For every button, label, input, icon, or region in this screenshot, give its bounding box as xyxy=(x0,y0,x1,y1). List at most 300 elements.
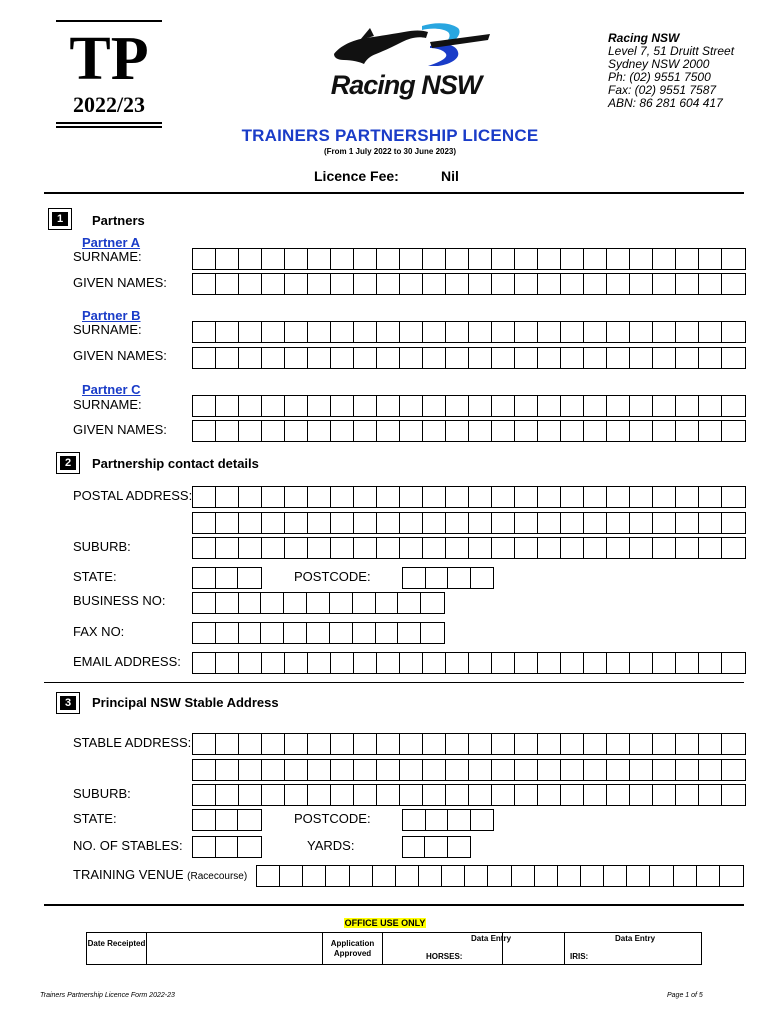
char-cell[interactable] xyxy=(330,623,353,643)
char-cell[interactable] xyxy=(720,866,743,886)
char-cell[interactable] xyxy=(699,322,722,342)
char-cell[interactable] xyxy=(331,249,354,269)
char-cell[interactable] xyxy=(398,593,421,613)
char-cell[interactable] xyxy=(331,421,354,441)
char-cell[interactable] xyxy=(308,274,331,294)
char-cell[interactable] xyxy=(653,274,676,294)
char-cell[interactable] xyxy=(446,538,469,558)
char-cell[interactable] xyxy=(262,396,285,416)
char-cell[interactable] xyxy=(377,322,400,342)
char-cell[interactable] xyxy=(326,866,349,886)
char-cell[interactable] xyxy=(216,760,239,780)
char-cell[interactable] xyxy=(421,623,444,643)
char-cell[interactable] xyxy=(423,322,446,342)
char-cell[interactable] xyxy=(469,760,492,780)
char-cell[interactable] xyxy=(607,348,630,368)
char-cell[interactable] xyxy=(442,866,465,886)
char-cell[interactable] xyxy=(538,322,561,342)
char-cell[interactable] xyxy=(604,866,627,886)
char-cell[interactable] xyxy=(216,421,239,441)
char-cell[interactable] xyxy=(630,785,653,805)
char-cell[interactable] xyxy=(650,866,673,886)
char-cell[interactable] xyxy=(262,249,285,269)
char-cell[interactable] xyxy=(239,734,262,754)
char-cell[interactable] xyxy=(515,274,538,294)
char-cell[interactable] xyxy=(515,348,538,368)
char-cell[interactable] xyxy=(377,653,400,673)
char-cell[interactable] xyxy=(353,623,376,643)
char-cell[interactable] xyxy=(426,568,449,588)
char-cell[interactable] xyxy=(515,513,538,533)
char-cell[interactable] xyxy=(423,421,446,441)
char-cell[interactable] xyxy=(354,249,377,269)
char-cell[interactable] xyxy=(446,653,469,673)
date-receipted-value[interactable] xyxy=(147,933,323,964)
char-cell[interactable] xyxy=(584,322,607,342)
char-cell[interactable] xyxy=(307,593,330,613)
training-venue-input[interactable] xyxy=(256,865,744,887)
char-cell[interactable] xyxy=(421,593,444,613)
char-cell[interactable] xyxy=(377,274,400,294)
partner-a-given-input[interactable] xyxy=(192,273,746,295)
char-cell[interactable] xyxy=(538,760,561,780)
char-cell[interactable] xyxy=(216,487,239,507)
char-cell[interactable] xyxy=(722,348,745,368)
char-cell[interactable] xyxy=(262,322,285,342)
char-cell[interactable] xyxy=(492,421,515,441)
char-cell[interactable] xyxy=(285,348,308,368)
char-cell[interactable] xyxy=(699,348,722,368)
char-cell[interactable] xyxy=(419,866,442,886)
char-cell[interactable] xyxy=(630,487,653,507)
char-cell[interactable] xyxy=(676,785,699,805)
char-cell[interactable] xyxy=(492,513,515,533)
char-cell[interactable] xyxy=(354,274,377,294)
char-cell[interactable] xyxy=(538,249,561,269)
char-cell[interactable] xyxy=(492,396,515,416)
char-cell[interactable] xyxy=(515,487,538,507)
char-cell[interactable] xyxy=(469,513,492,533)
char-cell[interactable] xyxy=(561,274,584,294)
char-cell[interactable] xyxy=(303,866,326,886)
stable-address-input-line1[interactable] xyxy=(192,733,746,755)
char-cell[interactable] xyxy=(699,513,722,533)
char-cell[interactable] xyxy=(607,785,630,805)
char-cell[interactable] xyxy=(308,785,331,805)
state-input[interactable] xyxy=(192,567,262,589)
char-cell[interactable] xyxy=(653,322,676,342)
char-cell[interactable] xyxy=(423,653,446,673)
char-cell[interactable] xyxy=(448,837,470,857)
char-cell[interactable] xyxy=(676,348,699,368)
char-cell[interactable] xyxy=(216,538,239,558)
char-cell[interactable] xyxy=(216,249,239,269)
char-cell[interactable] xyxy=(653,538,676,558)
char-cell[interactable] xyxy=(653,760,676,780)
char-cell[interactable] xyxy=(492,653,515,673)
char-cell[interactable] xyxy=(561,421,584,441)
char-cell[interactable] xyxy=(512,866,535,886)
char-cell[interactable] xyxy=(423,249,446,269)
char-cell[interactable] xyxy=(239,348,262,368)
char-cell[interactable] xyxy=(423,513,446,533)
char-cell[interactable] xyxy=(515,760,538,780)
char-cell[interactable] xyxy=(398,623,421,643)
char-cell[interactable] xyxy=(400,653,423,673)
char-cell[interactable] xyxy=(538,785,561,805)
char-cell[interactable] xyxy=(193,249,216,269)
char-cell[interactable] xyxy=(699,421,722,441)
char-cell[interactable] xyxy=(239,396,262,416)
char-cell[interactable] xyxy=(488,866,511,886)
char-cell[interactable] xyxy=(350,866,373,886)
stable-state-input[interactable] xyxy=(192,809,262,831)
char-cell[interactable] xyxy=(653,249,676,269)
char-cell[interactable] xyxy=(676,396,699,416)
char-cell[interactable] xyxy=(607,249,630,269)
yards-input[interactable] xyxy=(402,836,471,858)
char-cell[interactable] xyxy=(584,396,607,416)
char-cell[interactable] xyxy=(561,487,584,507)
char-cell[interactable] xyxy=(216,348,239,368)
char-cell[interactable] xyxy=(492,249,515,269)
char-cell[interactable] xyxy=(515,785,538,805)
postal-address-input-line2[interactable] xyxy=(192,512,746,534)
char-cell[interactable] xyxy=(216,837,239,857)
char-cell[interactable] xyxy=(216,274,239,294)
char-cell[interactable] xyxy=(538,396,561,416)
char-cell[interactable] xyxy=(584,421,607,441)
char-cell[interactable] xyxy=(538,274,561,294)
char-cell[interactable] xyxy=(676,513,699,533)
char-cell[interactable] xyxy=(239,785,262,805)
char-cell[interactable] xyxy=(607,760,630,780)
char-cell[interactable] xyxy=(584,513,607,533)
char-cell[interactable] xyxy=(535,866,558,886)
char-cell[interactable] xyxy=(630,322,653,342)
char-cell[interactable] xyxy=(239,249,262,269)
char-cell[interactable] xyxy=(471,810,494,830)
char-cell[interactable] xyxy=(285,421,308,441)
char-cell[interactable] xyxy=(584,487,607,507)
char-cell[interactable] xyxy=(446,785,469,805)
char-cell[interactable] xyxy=(193,785,216,805)
char-cell[interactable] xyxy=(630,653,653,673)
char-cell[interactable] xyxy=(561,513,584,533)
char-cell[interactable] xyxy=(653,734,676,754)
char-cell[interactable] xyxy=(354,653,377,673)
char-cell[interactable] xyxy=(262,734,285,754)
char-cell[interactable] xyxy=(193,653,216,673)
char-cell[interactable] xyxy=(262,760,285,780)
char-cell[interactable] xyxy=(308,513,331,533)
char-cell[interactable] xyxy=(400,734,423,754)
char-cell[interactable] xyxy=(354,513,377,533)
postal-address-input-line1[interactable] xyxy=(192,486,746,508)
stable-address-input-line2[interactable] xyxy=(192,759,746,781)
char-cell[interactable] xyxy=(630,249,653,269)
char-cell[interactable] xyxy=(561,396,584,416)
char-cell[interactable] xyxy=(515,734,538,754)
char-cell[interactable] xyxy=(354,348,377,368)
char-cell[interactable] xyxy=(448,810,471,830)
char-cell[interactable] xyxy=(676,538,699,558)
char-cell[interactable] xyxy=(653,513,676,533)
char-cell[interactable] xyxy=(423,538,446,558)
char-cell[interactable] xyxy=(584,274,607,294)
char-cell[interactable] xyxy=(423,785,446,805)
char-cell[interactable] xyxy=(331,348,354,368)
char-cell[interactable] xyxy=(193,760,216,780)
data-entry-horses[interactable] xyxy=(423,933,565,964)
char-cell[interactable] xyxy=(676,322,699,342)
char-cell[interactable] xyxy=(607,421,630,441)
char-cell[interactable] xyxy=(238,810,261,830)
char-cell[interactable] xyxy=(607,487,630,507)
char-cell[interactable] xyxy=(446,274,469,294)
char-cell[interactable] xyxy=(239,274,262,294)
char-cell[interactable] xyxy=(561,538,584,558)
char-cell[interactable] xyxy=(676,653,699,673)
char-cell[interactable] xyxy=(354,421,377,441)
char-cell[interactable] xyxy=(285,513,308,533)
char-cell[interactable] xyxy=(262,785,285,805)
partner-c-surname-input[interactable] xyxy=(192,395,746,417)
char-cell[interactable] xyxy=(492,734,515,754)
char-cell[interactable] xyxy=(216,623,239,643)
char-cell[interactable] xyxy=(285,274,308,294)
char-cell[interactable] xyxy=(471,568,494,588)
char-cell[interactable] xyxy=(676,249,699,269)
char-cell[interactable] xyxy=(653,487,676,507)
char-cell[interactable] xyxy=(354,322,377,342)
char-cell[interactable] xyxy=(308,538,331,558)
char-cell[interactable] xyxy=(469,538,492,558)
char-cell[interactable] xyxy=(331,538,354,558)
char-cell[interactable] xyxy=(653,785,676,805)
partner-b-given-input[interactable] xyxy=(192,347,746,369)
char-cell[interactable] xyxy=(722,421,745,441)
char-cell[interactable] xyxy=(193,513,216,533)
partner-b-surname-input[interactable] xyxy=(192,321,746,343)
char-cell[interactable] xyxy=(607,653,630,673)
char-cell[interactable] xyxy=(469,785,492,805)
char-cell[interactable] xyxy=(607,396,630,416)
char-cell[interactable] xyxy=(257,866,280,886)
char-cell[interactable] xyxy=(561,734,584,754)
char-cell[interactable] xyxy=(354,760,377,780)
char-cell[interactable] xyxy=(193,623,216,643)
char-cell[interactable] xyxy=(216,734,239,754)
suburb-input[interactable] xyxy=(192,537,746,559)
char-cell[interactable] xyxy=(193,837,216,857)
char-cell[interactable] xyxy=(400,274,423,294)
char-cell[interactable] xyxy=(308,348,331,368)
char-cell[interactable] xyxy=(354,396,377,416)
char-cell[interactable] xyxy=(630,513,653,533)
no-of-stables-input[interactable] xyxy=(192,836,262,858)
char-cell[interactable] xyxy=(261,623,284,643)
char-cell[interactable] xyxy=(239,322,262,342)
char-cell[interactable] xyxy=(446,322,469,342)
char-cell[interactable] xyxy=(193,274,216,294)
char-cell[interactable] xyxy=(238,568,261,588)
char-cell[interactable] xyxy=(262,538,285,558)
char-cell[interactable] xyxy=(377,348,400,368)
char-cell[interactable] xyxy=(308,734,331,754)
char-cell[interactable] xyxy=(308,421,331,441)
char-cell[interactable] xyxy=(538,538,561,558)
char-cell[interactable] xyxy=(446,487,469,507)
char-cell[interactable] xyxy=(239,538,262,558)
char-cell[interactable] xyxy=(331,760,354,780)
char-cell[interactable] xyxy=(354,538,377,558)
char-cell[interactable] xyxy=(239,513,262,533)
char-cell[interactable] xyxy=(722,396,745,416)
postcode-input[interactable] xyxy=(402,567,494,589)
char-cell[interactable] xyxy=(280,866,303,886)
char-cell[interactable] xyxy=(353,593,376,613)
char-cell[interactable] xyxy=(699,396,722,416)
char-cell[interactable] xyxy=(193,487,216,507)
char-cell[interactable] xyxy=(607,513,630,533)
char-cell[interactable] xyxy=(216,396,239,416)
char-cell[interactable] xyxy=(653,421,676,441)
char-cell[interactable] xyxy=(722,274,745,294)
char-cell[interactable] xyxy=(285,760,308,780)
stable-suburb-input[interactable] xyxy=(192,784,746,806)
char-cell[interactable] xyxy=(584,734,607,754)
char-cell[interactable] xyxy=(423,734,446,754)
char-cell[interactable] xyxy=(331,396,354,416)
char-cell[interactable] xyxy=(561,653,584,673)
char-cell[interactable] xyxy=(193,568,216,588)
char-cell[interactable] xyxy=(423,760,446,780)
char-cell[interactable] xyxy=(584,653,607,673)
email-address-input[interactable] xyxy=(192,652,746,674)
char-cell[interactable] xyxy=(561,785,584,805)
char-cell[interactable] xyxy=(423,487,446,507)
char-cell[interactable] xyxy=(403,837,425,857)
char-cell[interactable] xyxy=(331,322,354,342)
char-cell[interactable] xyxy=(676,734,699,754)
char-cell[interactable] xyxy=(469,653,492,673)
char-cell[interactable] xyxy=(400,396,423,416)
char-cell[interactable] xyxy=(423,274,446,294)
char-cell[interactable] xyxy=(193,322,216,342)
char-cell[interactable] xyxy=(373,866,396,886)
stable-postcode-input[interactable] xyxy=(402,809,494,831)
char-cell[interactable] xyxy=(699,249,722,269)
char-cell[interactable] xyxy=(239,623,262,643)
data-entry-iris[interactable] xyxy=(565,933,703,964)
char-cell[interactable] xyxy=(331,487,354,507)
char-cell[interactable] xyxy=(193,421,216,441)
char-cell[interactable] xyxy=(538,487,561,507)
char-cell[interactable] xyxy=(193,538,216,558)
char-cell[interactable] xyxy=(216,513,239,533)
partner-a-surname-input[interactable] xyxy=(192,248,746,270)
char-cell[interactable] xyxy=(193,348,216,368)
char-cell[interactable] xyxy=(285,538,308,558)
char-cell[interactable] xyxy=(285,734,308,754)
char-cell[interactable] xyxy=(699,274,722,294)
char-cell[interactable] xyxy=(515,421,538,441)
char-cell[interactable] xyxy=(630,348,653,368)
char-cell[interactable] xyxy=(377,487,400,507)
char-cell[interactable] xyxy=(238,837,261,857)
char-cell[interactable] xyxy=(492,538,515,558)
char-cell[interactable] xyxy=(446,396,469,416)
char-cell[interactable] xyxy=(403,810,426,830)
char-cell[interactable] xyxy=(354,487,377,507)
char-cell[interactable] xyxy=(722,734,745,754)
char-cell[interactable] xyxy=(262,274,285,294)
char-cell[interactable] xyxy=(538,348,561,368)
char-cell[interactable] xyxy=(331,734,354,754)
char-cell[interactable] xyxy=(377,785,400,805)
char-cell[interactable] xyxy=(308,396,331,416)
char-cell[interactable] xyxy=(515,249,538,269)
char-cell[interactable] xyxy=(285,249,308,269)
char-cell[interactable] xyxy=(469,322,492,342)
char-cell[interactable] xyxy=(285,396,308,416)
char-cell[interactable] xyxy=(627,866,650,886)
char-cell[interactable] xyxy=(216,593,239,613)
char-cell[interactable] xyxy=(492,348,515,368)
char-cell[interactable] xyxy=(261,593,284,613)
char-cell[interactable] xyxy=(584,785,607,805)
char-cell[interactable] xyxy=(331,513,354,533)
char-cell[interactable] xyxy=(423,348,446,368)
char-cell[interactable] xyxy=(676,760,699,780)
char-cell[interactable] xyxy=(308,760,331,780)
char-cell[interactable] xyxy=(262,421,285,441)
char-cell[interactable] xyxy=(676,274,699,294)
char-cell[interactable] xyxy=(400,538,423,558)
char-cell[interactable] xyxy=(630,734,653,754)
char-cell[interactable] xyxy=(285,322,308,342)
char-cell[interactable] xyxy=(239,421,262,441)
char-cell[interactable] xyxy=(216,653,239,673)
char-cell[interactable] xyxy=(377,396,400,416)
char-cell[interactable] xyxy=(722,487,745,507)
char-cell[interactable] xyxy=(377,734,400,754)
char-cell[interactable] xyxy=(584,760,607,780)
char-cell[interactable] xyxy=(581,866,604,886)
char-cell[interactable] xyxy=(676,487,699,507)
char-cell[interactable] xyxy=(377,513,400,533)
char-cell[interactable] xyxy=(262,653,285,673)
char-cell[interactable] xyxy=(446,734,469,754)
char-cell[interactable] xyxy=(630,396,653,416)
char-cell[interactable] xyxy=(403,568,426,588)
char-cell[interactable] xyxy=(538,513,561,533)
char-cell[interactable] xyxy=(448,568,471,588)
char-cell[interactable] xyxy=(722,538,745,558)
char-cell[interactable] xyxy=(307,623,330,643)
char-cell[interactable] xyxy=(722,653,745,673)
char-cell[interactable] xyxy=(400,760,423,780)
char-cell[interactable] xyxy=(515,653,538,673)
char-cell[interactable] xyxy=(722,513,745,533)
char-cell[interactable] xyxy=(469,249,492,269)
char-cell[interactable] xyxy=(400,249,423,269)
char-cell[interactable] xyxy=(193,810,216,830)
char-cell[interactable] xyxy=(400,487,423,507)
char-cell[interactable] xyxy=(400,348,423,368)
char-cell[interactable] xyxy=(239,653,262,673)
